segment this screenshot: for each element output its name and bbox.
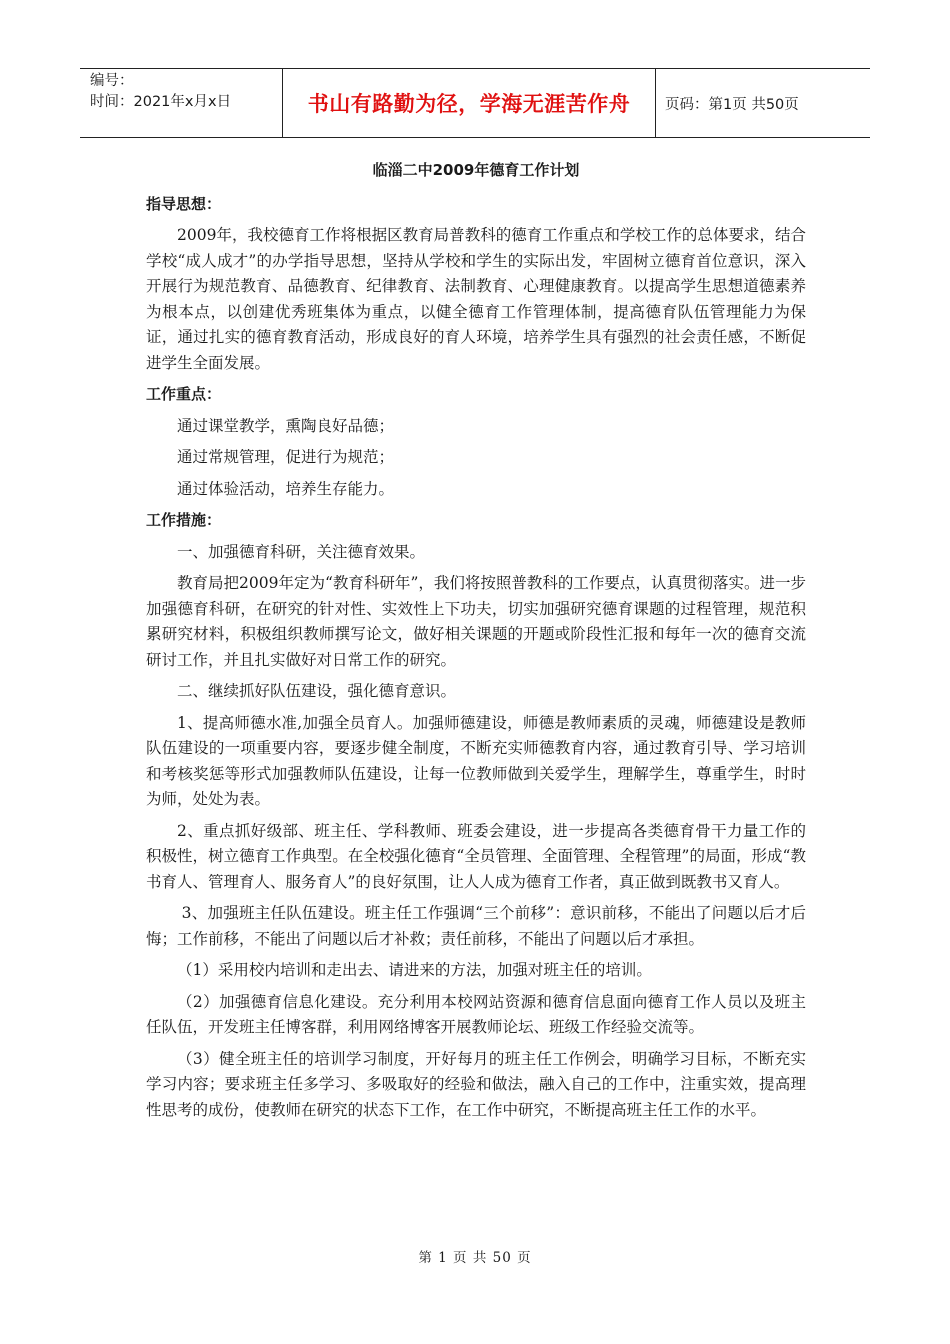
measure2-sub-1: （1）采用校内培训和走出去、请进来的方法，加强对班主任的培训。 (177, 961, 652, 979)
focus-item: 通过课堂教学，熏陶良好品德； (177, 416, 395, 435)
measure2-heading: 二、继续抓好队伍建设，强化德育意识。 (177, 682, 457, 700)
focus-heading: 工作重点： (146, 385, 222, 403)
document-body (146, 158, 806, 1129)
time-label: 时间：2021年x月x日 (90, 94, 232, 110)
focus-item: 通过常规管理，促进行为规范； (177, 448, 395, 466)
measure2-sub-3: （3）健全班主任的培训学习制度，开好每月的班主任工作例会，明确学习目标，不断充实学习内容；要求班主任多学习、多吸取好的经验和做法，融入自己的工作中，注重实效，提高理性思考的成份，使教师在研究的状态下工作，在工作中研究，不断提高班主任工作的水平。 (146, 1049, 806, 1119)
measure2-paragraph-3: 3、加强班主任队伍建设。班主任工作强调“三个前移”：意识前移，不能出了问题以后才后悔；工作前移，不能出了问题以后才补救；责任前移，不能出了问题以后才承担。 (146, 904, 806, 948)
number-label: 编号： (90, 73, 134, 89)
measure1-heading: 一、加强德育科研，关注德育效果。 (177, 542, 426, 561)
document-title: 临淄二中2009年德育工作计划 (372, 161, 580, 179)
focus-item: 通过体验活动，培养生存能力。 (177, 479, 395, 498)
header-page-info: 页码：第1页 共50页 (665, 96, 799, 113)
guiding-heading: 指导思想： (146, 194, 222, 213)
guiding-paragraph: 2009年，我校德育工作将根据区教育局普教科的德育工作重点和学校工作的总体要求，结合学校“成人成才”的办学指导思想，坚持从学校和学生的实际出发，牢固树立德育首位意识，深入开展行为规范教育、品德教育、纪律教育、法制教育、心理健康教育。以提高学生思想道德素养为根本点，以创建优秀班集体为重点，以健全德育工作管理体制，提高德育队伍管理能力为保证，通过扎实的德育教育活动，形成良好的育人环境，培养学生具有强烈的社会责任感，不断促进学生全面发展。 (146, 226, 806, 372)
page-header (80, 68, 870, 138)
measures-heading: 工作措施： (146, 511, 222, 529)
measure2-paragraph-1: 1、提高师德水准,加强全员育人。加强师德建设，师德是教师素质的灵魂，师德建设是教师队伍建设的一项重要内容，要逐步健全制度，不断充实师德教育内容，通过教育引导、学习培训和考核奖惩等形式加强教师队伍建设，让每一位教师做到关爱学生，理解学生，尊重学生，时时为师，处处为表。 (146, 713, 806, 808)
measure2-sub-2: （2）加强德育信息化建设。充分利用本校网站资源和德育信息面向德育工作人员以及班主任队伍，开发班主任博客群，利用网络博客开展教师论坛、班级工作经验交流等。 (146, 992, 806, 1036)
header-motto: 书山有路勤为径，学海无涯苦作舟 (283, 69, 656, 137)
header-meta (80, 69, 283, 137)
measure2-paragraph-2: 2、重点抓好级部、班主任、学科教师、班委会建设，进一步提高各类德育骨干力量工作的积极性，树立德育工作典型。在全校强化德育“全员管理、全面管理、全程管理”的局面，形成“教书育人、管理育人、服务育人”的良好氛围，让人人成为德育工作者，真正做到既教书又育人。 (146, 821, 806, 891)
page-footer: 第 1 页 共 50 页 (418, 1250, 532, 1266)
measure1-paragraph: 教育局把2009年定为“教育科研年”，我们将按照普教科的工作要点，认真贯彻落实。进一步加强德育科研，在研究的针对性、实效性上下功夫，切实加强研究德育课题的过程管理，规范积累研究材料，积极组织教师撰写论文，做好相关课题的开题或阶段性汇报和每年一次的德育交流研讨工作，并且扎实做好对日常工作的研究。 (146, 574, 806, 669)
